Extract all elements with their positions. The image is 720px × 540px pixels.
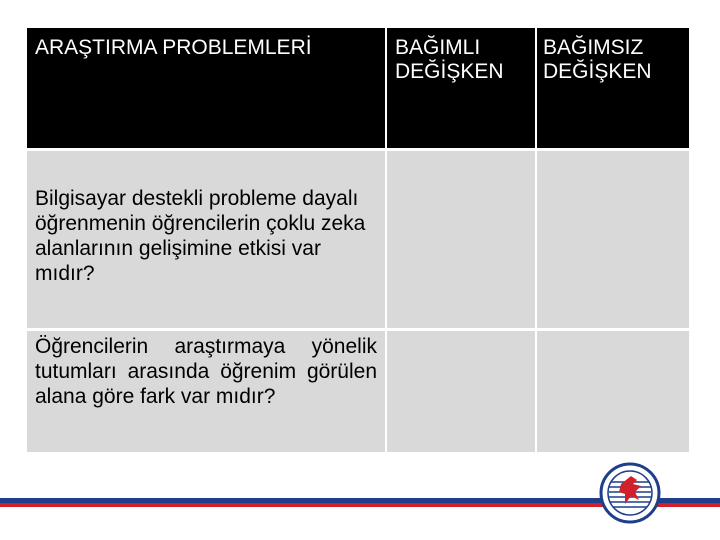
header-dependent-variable: BAĞIMLI DEĞİŞKEN: [385, 28, 535, 148]
column-divider: [535, 28, 537, 452]
dependent-cell-2: [385, 328, 535, 452]
research-problems-table: [27, 28, 689, 452]
header-research-problems: ARAŞTIRMA PROBLEMLERİ: [27, 28, 385, 148]
problem-text-2: Öğrencilerin araştırmaya yönelik tutumları arasında öğrenim görülen alana göre fark var mıdır?: [35, 335, 377, 408]
university-seal-icon: [597, 462, 663, 524]
independent-cell-2: [535, 328, 689, 452]
problem-cell-2: [27, 328, 385, 452]
row-divider: [27, 148, 689, 151]
column-divider: [385, 28, 387, 452]
header-independent-variable: BAĞIMSIZ DEĞİŞKEN: [535, 28, 689, 148]
problem-text-1: Bilgisayar destekli probleme dayalı öğrenmenin öğrencilerin çoklu zeka alanlarının gelişimine etkisi var mıdır?: [35, 187, 366, 285]
dependent-cell-1: [385, 148, 535, 328]
independent-cell-1: [535, 148, 689, 328]
row-divider: [27, 328, 689, 331]
problem-cell-1: [27, 148, 385, 328]
